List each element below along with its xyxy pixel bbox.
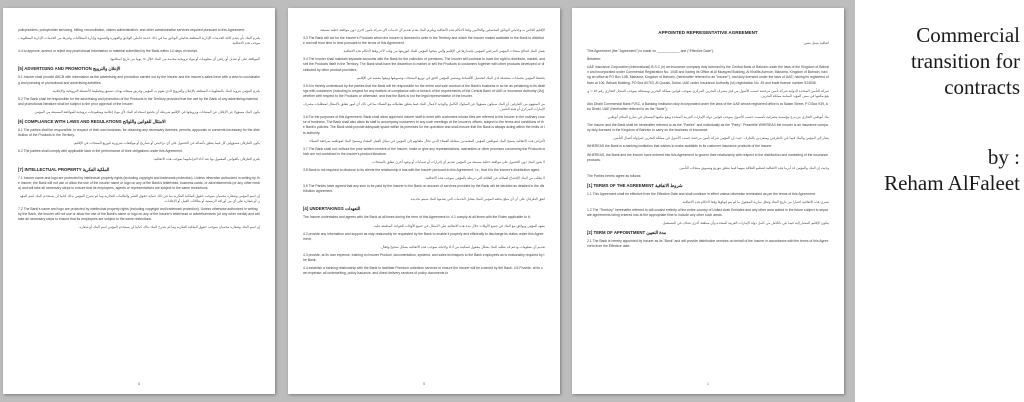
page-number: 6 — [137, 381, 141, 386]
caption-by-line: by : — [987, 145, 1020, 169]
section-heading: [4] UNDERTAKINGS التعهدات — [303, 206, 361, 212]
paragraph: 3.6 For the purposes of this Agreement, Bank shall allow approved Insurer staff to meet with customers whose files are referred to the Insurer in the ordinary course of business. The Bank shall also allow its staff to accompany customers to any such meetings at the Insurer's offices, subject to the terms and conditions of the Bank's policies. The Bank shall provide adequate space within its premises for the operation and shall ensure that the Bank is always acting within the limits of its authority. — [303, 115, 545, 135]
arabic-paragraph: اتفاقية ممثل معين — [803, 41, 829, 45]
page-content — [18, 28, 260, 372]
arabic-paragraph: تقديم أي معلومات ودعم قد يطلبه البنك بشكل معقول لتمكينه من أداء واجباته بموجب هذه الاتفاقية بشكل صحيح وفعال. — [380, 244, 545, 249]
document-page-right — [572, 8, 844, 394]
paragraph: UAE Insurance Corporation (International) B.S.C (c) an insurance company duly licensed by the Central Bank of Bahrain under the laws of the Kingdom of Bahrain and incorporated under Commercial Registration No. 1045 and having its Office at Al Moayyed Building, Al Khalifa Avenue, Manama, Kingdom of Bahrain, having an office at PO Box 10B, Manama, Kingdom of Bahrain, (hereinafter referred to as "Insurer"), and duly licensed under the laws of UAE, having its registered offices at 106, Behadi Building, PO Box 60763, Al Quzais, Dubai, UAE under Insurance Authority (IA) registration No. 49 and trade licence number 524536. — [587, 65, 829, 85]
arabic-paragraph: إن اسم البنك وشعاره محميان بموجب حقوق الملكية الفكرية وما لم يصرح البنك بذلك كتابيا لن يستخدم المؤمن اسم البنك أو شعاره. — [78, 225, 260, 230]
paragraph: 7.1 Insurer name and logo are protected by intellectual property rights (including copyright and trademark protection). Unless otherwise authorized in writing by the Insurer, the Bank will not use or allow the use of the Insurer name or logo on any of the Bank's letterhead, business cards, or advertisements (or any other media) and will take all necessary steps to ensure that its employees, agents or representatives are subject to the same restrictions. — [18, 175, 260, 190]
caption-line: contracts — [944, 75, 1020, 99]
arabic-paragraph: يلتزم المؤمن بتزويد البنك بالمعلومات المتعلقة بالإعلان والترويج الذي يقوم به المؤمن وفريق مبيعاته بهدف تنسيق وتخطيط الأنشطة الترويجية والإعلانية. — [51, 88, 260, 93]
paragraph: 4.3 provide, at its own expense, training on Insurer Product, documentation, systems, and sales techniques to the Bank employees as is reasonably required by the Bank; — [303, 252, 545, 262]
caption-line: transition for — [910, 49, 1020, 73]
section-heading: [2] TERM OF APPOINTMENT مدة التعيين — [587, 230, 667, 236]
paragraph: 6.1 The parties shall be responsible, in respect of their own business, for obtaining any necessary licenses, permits, approvals or consents necessary for the distribution of the Products in the Territory. — [18, 128, 260, 138]
arabic-paragraph: يشار إلى المؤمن والبنك فيما يلي بالطرفين ومنفردين بالطرف. حيث إن المؤمن شركة تأمين مرخصة حسب الأصول في مملكة البحرين لمزاولة أعمال التأمين. — [612, 136, 829, 141]
arabic-paragraph: الموافقة على أو تعديل أو رفض أي معلومات أو مواد ترويجية مقدمة من البنك خلال ١٤ يوما من تاريخ استلامها. — [109, 57, 260, 62]
document-page-left — [3, 8, 275, 394]
arabic-paragraph: بنك أبوظبي التجاري ش.م.ع مؤسسة مصرفية تأسست حسب الأصول بموجب قوانين دولة الإمارات العربية المتحدة ويقع مكتبها المسجل في شارع السلام أبوظبي. — [606, 115, 829, 120]
paragraph: Between: — [587, 57, 602, 62]
paragraph: The Parties hereto agree as follows: — [587, 173, 642, 178]
paragraph: 5.1 Insurer shall provide ABCB with information as the advertising and promotion carried out by the Insurer and the Insurer's sales force with a view to coordinating and planning of promotional and advertising activities. — [18, 75, 260, 85]
arabic-paragraph: من المفهوم بين الطرفين أن البنك سيكون مسؤولا عن السلوك الكامل والوحيد لأعمال البنك فيما يتعلق بتعاملاته مع العملاء بما في ذلك أي أمور تتعلق بالامتثال لمتطلبات مصرف الإمارات المركزي أو هيئة التأمين. — [303, 102, 545, 112]
page-number: 1 — [706, 381, 710, 386]
paragraph: 1.1 This Agreement shall be effective from the Effective Date and shall continue in effect unless otherwise terminated as per the terms of this Agreement. — [587, 191, 816, 196]
section-heading: [5] ADVERTISING AND PROMOTION الإعلان والترويج — [18, 66, 121, 72]
paragraph: policyholders, policyholder servicing, billing, reconciliation, claims administration, and other administrative services required pursuant to this Agreement. — [18, 28, 246, 32]
arabic-paragraph: يكون الطرفان مسؤولين كل فيما يتعلق بأعماله عن الحصول على أي تراخيص أو تصاريح أو موافقات ضرورية لتوزيع المنتجات في الإقليم. — [73, 141, 260, 146]
paragraph: Abu Dhabi Commercial Bank PJSC, a Banking Institution duly incorporated under the laws of the UAE whose registered office is at Salam Street, P.O.Box 939, Abu Dhabi, UAE (hereinafter referred to as the "Bank"); — [587, 101, 828, 111]
paragraph: 3.8 Bank is not required to disclose to its clients the relationship it has with the Insurer pursuant to this Agreement, i.e., that it is the Insurer's distribution agent. — [303, 167, 541, 172]
title-caption — [860, 22, 1020, 196]
arabic-paragraph: يتعهد المؤمن ويوافق مع البنك في جميع الأوقات خلال مدة هذه الاتفاقية على الامتثال في جميع الأوقات للقواعد المطبقة عليه. — [373, 223, 545, 228]
paragraph: 3.3 The Bank will act for the Insurer's Products which the Insurer is licensed to write in the Territory and which the Insurer makes available to the Bank to distribute and will from time to time pursuant to the terms of this Agreement. — [303, 36, 544, 46]
section-heading: [6] COMPLIANCE WITH LAWS AND REGULATIONS الامتثال للقوانين واللوائح — [18, 119, 166, 125]
section-heading: [7] INTELLECTUAL PROPERTY الملكية الفكرية — [18, 166, 110, 172]
arabic-paragraph: لا يجوز للبنك دون الحصول على موافقة خطية مسبقة من المؤمن تقديم أي إقرارات أو ضمانات أو وعود أخرى تتعلق بالمنتجات. — [371, 159, 545, 164]
paragraph: 5.2 The Bank shall be responsible for the advertising and promotion of the Products in the Territory provided that the use by the Bank of any advertising material and promotional literature shall be subject to the prior approval of the Insurer. — [18, 96, 258, 106]
paragraph: 1.2 The "Territory" hereinafter referred to will consist entirely of the entire country of United Arab Emirates and any other area added in the future subject to separate agreements being entered into at the appropriate time to include any other such areas. — [587, 208, 828, 218]
arabic-paragraph: يعمل البنك لصالح منتجات المؤمن المرخص للمؤمن بإصدارها في الإقليم والتي يتيحها المؤمن للبنك لتوزيعها من وقت لآخر وفقا لأحكام هذه الاتفاقية. — [342, 49, 545, 54]
paragraph: The Insurer and the Bank shall be hereinafter referred to as the "Parties" and individually as the "Party". Preamble WHEREAS the Insurer is an insurance company duly licensed in the Kingdom of Bahrain to carry on the business of insurance. — [587, 123, 828, 133]
paragraph: 2.1 The Bank is hereby appointed by Insurer as its "Bank" and will provide distribution services on behalf of the Insurer in accordance with the terms of this Agreement from the Effective date. — [587, 239, 829, 249]
paragraph: 3.7 The Bank shall not, without the prior written consent of the Insurer, make or give any representations, warranties or other promises concerning the Products which are not contained in the Insurer's product literature. — [303, 146, 545, 156]
arabic-paragraph: يكون البنك مسؤولا عن الإعلان عن المنتجات وترويجها في الإقليم شريطة أن يخضع استخدام البنك لأي مواد إعلانية ومطبوعات ترويجية للموافقة المسبقة من المؤمن. — [33, 109, 260, 114]
arabic-paragraph: وحيث إن البنك والمؤمن قد أبرما هذه الاتفاقية لتنظيم العلاقة بينهما فيما يتعلق بتوزيع وتسويق منتجات التأمين. — [678, 165, 829, 170]
document-title: APPOINTED REPRESENTATIVE AGREEMENT — [658, 30, 758, 35]
arabic-paragraph: شركة التأمين المتحدة الدولية شركة تأمين مرخصة حسب الأصول من قبل مصرف البحرين المركزي بموجب قوانين مملكة البحرين ومسجلة بموجب السجل التجاري رقم ١٠٤٥ ويقع مكتبها في مبنى المؤيد المنامة مملكة البحرين. — [587, 88, 829, 98]
paragraph: 4.4 establish a banking relationship with the Bank to facilitate Premium collection services to ensure the Insurer will be covered by the Bank. 4.5 Provide, at its own expense, all underwriting, policy issuance, and direct delivery services of policy documents to — [303, 266, 543, 276]
arabic-paragraph: لأغراض هذه الاتفاقية يسمح البنك لموظفي المؤمن المعتمدين بمقابلة العملاء الذين تحال ملفاتهم إلى المؤمن في سياق العمل المعتاد ويسمح البنك لموظفيه بمرافقة العملاء. — [308, 138, 545, 143]
paragraph: 3.9 The Parties have agreed that any sum to be paid by the Insurer to the Bank on account of services provided by the Bank will be decided as detailed in the distribution agreement. — [303, 184, 545, 194]
paragraph: 4.4 to approve, amend or reject any promotional information or material submitted by the Bank within 14 days of receipt. — [18, 49, 198, 54]
page-content — [587, 28, 829, 372]
arabic-paragraph: إن اسم المؤمن وشعاره محميان بموجب حقوق الملكية الفكرية بما في ذلك حماية حقوق النشر والعلامات التجارية وما لم يصرح المؤمن بذلك كتابيا لن يستخدم البنك اسم المؤمن أو شعاره على أي من أوراقه الرسمية أو بطاقات العمل أو الإعلانات. — [19, 193, 260, 203]
paragraph: WHEREAS, the Bank and the Insurer have entered into this Agreement to govern their relationship with respect to the distribution and marketing of the insurance products. — [587, 152, 829, 162]
paragraph: 3.4 The Insurer shall maintain separate accounts with the Bank for the collection of premiums. The Insurer will continue to have the right to distribute, market, and sell the Products itself in the Territory. The Bank shall have the discretion to market or sell the Products to customers together with other products developed or distributed by other product providers. — [303, 57, 545, 72]
arabic-paragraph: يتكون الإقليم المشار إليه فيما يلي بالكامل من كامل دولة الإمارات العربية المتحدة وأي منطقة أخرى تضاف في المستقبل. — [661, 221, 829, 226]
arabic-paragraph: يحتفظ المؤمن بحسابات منفصلة لدى البنك لتحصيل الأقساط ويستمر للمؤمن الحق في توزيع المنتجات وتسويقها وبيعها بنفسه في الإقليم. — [356, 75, 545, 80]
paragraph: 6.2 The parties shall comply with applicable laws in the performance of their obligations under this Agreement. — [18, 149, 183, 154]
page-number: 5 — [422, 381, 426, 386]
caption-line: Commercial — [916, 23, 1020, 47]
caption-spacer — [860, 100, 1020, 144]
arabic-paragraph: لا يطلب من البنك الإفصاح لعملائه عن العلاقة التي تربطه بالمؤمن بموجب هذه الاتفاقية. — [424, 176, 545, 181]
arabic-paragraph: تسري هذه الاتفاقية اعتبارا من تاريخ النفاذ وتظل سارية المفعول ما لم يتم إنهاؤها وفقا لأحكام هذه الاتفاقية. — [681, 199, 829, 204]
author-name: Reham AlFaleet — [884, 171, 1020, 195]
paragraph: WHEREAS the Bank is a banking institution that wishes to make available to its customer insurance products of the Insurer. — [587, 144, 773, 149]
section-heading: [1] TERMS OF THE AGREEMENT شروط الاتفاقية — [587, 182, 683, 188]
document-page-middle — [288, 8, 560, 394]
page-content — [303, 28, 545, 372]
arabic-paragraph: اتفق الطرفان على أن أي مبلغ يدفعه المؤمن للبنك مقابل الخدمات التي يقدمها البنك سيتم تحديده. — [409, 197, 545, 202]
paragraph: 3.5 It is hereby understood by the parties that the Bank will be responsible for the entire and sole conduct of the Bank's business in so far as pertaining to its dealings with customers (including in respect for any matters of compliance with or breach of the requirements of the Central Bank of UAE or Insurance Authority (IA)) whether with respect to the Products or otherwise, and that the Bank is not the legal representative of the Insurer. — [303, 83, 545, 98]
arabic-paragraph: يلتزم الطرفان بالقوانين المعمول بها عند أداء التزاماتهما بموجب هذه الاتفاقية. — [153, 157, 260, 162]
paragraph: This Agreement (the "Agreement") is made on ____________ and ("Effective Date"). — [587, 49, 714, 54]
paragraph: The Insurer undertakes and agrees with the Bank at all times during the term of this Agreement to: 4.1 comply at all times with the Rules applicable to it; — [303, 215, 531, 220]
arabic-paragraph: يلتزم البنك بأن يقدم كافة الخدمات الإدارية المتعلقة بحاملي الوثائق بما في ذلك خدمة حاملي الوثائق والفوترة والتسوية وإدارة المطالبات وغيرها من الخدمات الإدارية المطلوبة بموجب هذه الاتفاقية. — [18, 36, 260, 46]
paragraph: 4.2 provide any information and support as may reasonably be requested by the Bank to enable it properly and efficiently to discharge its duties under this Agreement; — [303, 231, 544, 241]
paragraph: 7.2 The Bank's name and logo are protected by intellectual property rights (including copyright and trademark protection). Unless otherwise authorized in writing by the Bank, the Insurer will not use or allow the use of the Bank's name or logo on any of the Insurer's letterhead or advertisements (or any other media) and will take all necessary steps to ensure that its employees are subject to the same restrictions. — [18, 206, 260, 222]
arabic-paragraph: الإقليم الخاص به وحاملي الوثائق المحتملين والحاليين وفقا لأحكام هذه الاتفاقية ويلتزم البنك بعدم تقديم أي خدمات لأي شركة تأمين أخرى دون موافقة خطية مسبقة. — [319, 28, 545, 32]
